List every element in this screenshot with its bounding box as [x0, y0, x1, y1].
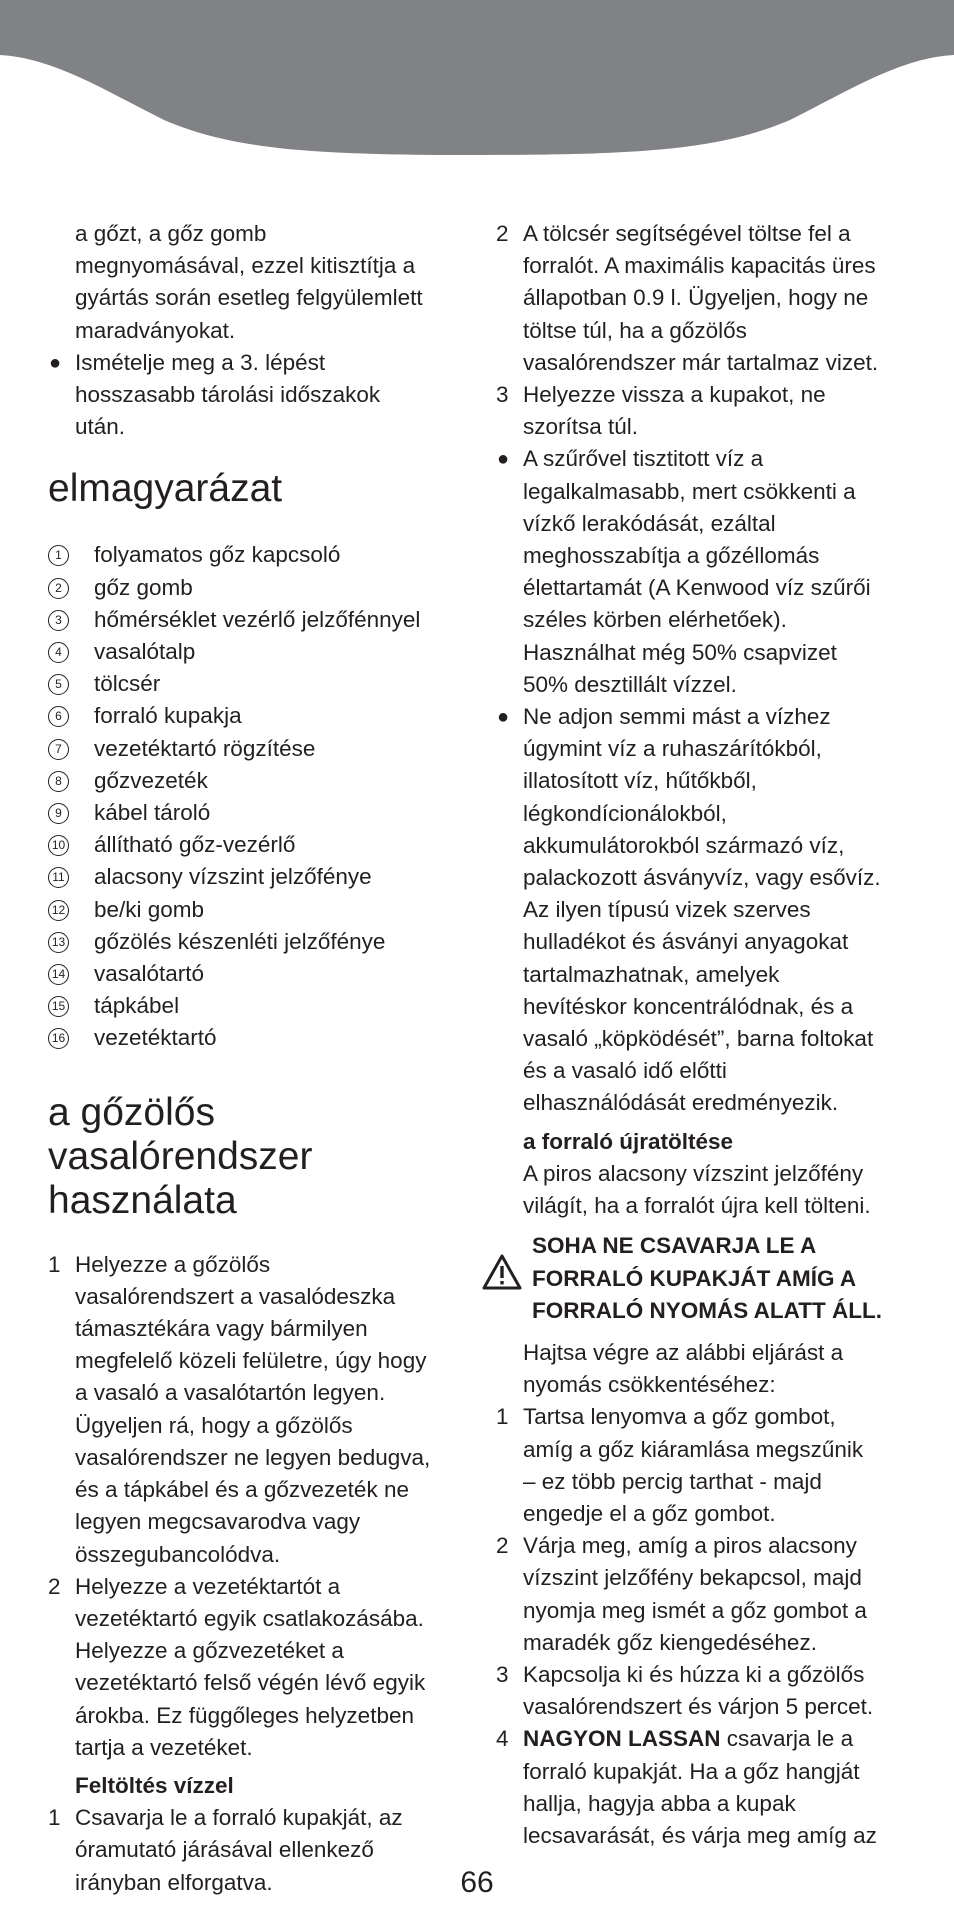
subheading-refill: a forraló újratöltése — [523, 1128, 734, 1154]
text-line: megfelelő közeli felületre, úgy hogy — [75, 1348, 427, 1374]
legend-number: 5 — [48, 674, 69, 695]
legend-text: kábel tároló — [94, 800, 211, 826]
legend-number: 8 — [48, 771, 69, 792]
heading-line: használata — [48, 1178, 237, 1222]
step-number: 3 — [496, 382, 509, 408]
text-line: meghosszabítja a gőzéllomás — [523, 543, 820, 569]
legend-text: forraló kupakja — [94, 703, 242, 729]
text-line: A szűrővel tisztitott víz a — [523, 446, 764, 472]
bullet-marker: ● — [497, 448, 510, 471]
legend-item — [48, 765, 466, 797]
legend-item — [48, 604, 466, 636]
text-line: Kapcsolja ki és húzza ki a gőzölős — [523, 1661, 865, 1687]
legend-number: 6 — [48, 706, 69, 727]
text-line: Használhat még 50% csapvizet — [523, 639, 837, 665]
legend-text: gőzvezeték — [94, 767, 208, 793]
legend-number: 16 — [48, 1028, 69, 1049]
text-line: tartalmazhatnak, amelyek — [523, 961, 780, 987]
legend-item — [48, 894, 466, 926]
text-line: vízszint jelzőfény bekapcsol, majd — [523, 1565, 862, 1591]
emphasis-text: NAGYON LASSAN — [523, 1726, 721, 1752]
text-line: vasaló „köpködését”, barna foltokat — [523, 1026, 874, 1052]
text-line: Helyezze a gőzvezetéket a — [75, 1638, 344, 1664]
text-line: után. — [75, 414, 126, 440]
step-item — [496, 1530, 916, 1659]
legend-number: 11 — [48, 867, 69, 888]
legend-item — [48, 861, 466, 893]
step-number: 2 — [48, 1573, 61, 1599]
bullet-item-repeat — [48, 347, 466, 444]
bullet-marker: ● — [49, 351, 62, 374]
legend-list — [48, 539, 466, 1054]
text-line: lecsavarását, és várja meg amíg az — [523, 1822, 877, 1848]
step-number: 1 — [496, 1404, 509, 1430]
step-item — [496, 1401, 916, 1530]
text-line — [523, 1723, 916, 1755]
text-line: legalkalmasabb, mert csökkenti a — [523, 478, 856, 504]
text-span: csavarja le a — [720, 1726, 854, 1752]
text-line: élettartamát (A Kenwood víz szűrői — [523, 575, 871, 601]
warning-block — [496, 1230, 916, 1327]
step-number: 2 — [496, 221, 509, 246]
text-line: A tölcsér segítségével töltse fel a — [523, 221, 851, 246]
text-line: szorítsa túl. — [523, 414, 639, 440]
heading-line: a gőzölős — [48, 1090, 215, 1134]
step-number: 1 — [48, 1251, 61, 1277]
text-line: hosszasabb tárolási időszakok — [75, 382, 381, 408]
text-line: világít, ha a forralót újra kell tölteni. — [523, 1193, 871, 1219]
text-line: óramutató járásával ellenkező — [75, 1837, 374, 1863]
warning-line: FORRALÓ NYOMÁS ALATT ÁLL. — [532, 1297, 882, 1323]
text-line: A piros alacsony vízszint jelzőfény — [523, 1160, 864, 1186]
refill-paragraph — [496, 1158, 916, 1222]
bullet-item-water — [496, 701, 916, 1120]
text-line: összegubancolódva. — [75, 1541, 281, 1567]
subheading-filling: Feltöltés vízzel — [75, 1772, 234, 1798]
text-line: Hajtsa végre az alábbi eljárást a — [523, 1339, 844, 1365]
legend-item — [48, 990, 466, 1022]
legend-number: 15 — [48, 996, 69, 1017]
text-line: hallja, hagyja abba a kupak — [523, 1790, 796, 1816]
legend-text: tápkábel — [94, 993, 180, 1019]
text-line: nyomja meg ismét a gőz gombot a — [523, 1597, 867, 1623]
text-line: forralót. A maximális kapacitás üres — [523, 253, 876, 279]
legend-number: 13 — [48, 932, 69, 953]
text-line: Helyezze vissza a kupakot, ne — [523, 382, 826, 408]
step-number: 4 — [496, 1726, 509, 1752]
text-line: legyen megcsavarodva vagy — [75, 1509, 361, 1535]
legend-text: vezetéktartó — [94, 1025, 217, 1051]
legend-item — [48, 1022, 466, 1054]
legend-number: 2 — [48, 578, 69, 599]
step-number: 2 — [496, 1533, 509, 1559]
left-column — [48, 218, 466, 1899]
legend-number: 9 — [48, 803, 69, 824]
text-line: Az ilyen típusú vizek szerves — [523, 897, 811, 923]
legend-item — [48, 958, 466, 990]
step-number: 1 — [48, 1805, 61, 1831]
continued-paragraph — [48, 218, 466, 347]
text-line: elhasználódását eredményezik. — [523, 1090, 839, 1116]
legend-text: vasalótalp — [94, 639, 196, 665]
pressure-intro — [496, 1337, 916, 1401]
legend-item — [48, 539, 466, 571]
legend-item — [48, 668, 466, 700]
text-line: vasalórendszert és várjon 5 percet. — [523, 1694, 874, 1720]
text-line: palackozott ásványvíz, vagy esővíz. — [523, 865, 881, 891]
page-number: 66 — [460, 1866, 494, 1899]
text-line: támasztékára vagy bármilyen — [75, 1316, 368, 1342]
legend-text: állítható gőz-vezérlő — [94, 832, 296, 858]
heading-usage — [48, 1091, 466, 1223]
legend-item — [48, 572, 466, 604]
header-wave-shape — [0, 0, 954, 155]
text-line: illatosított víz, hűtőkből, — [523, 768, 757, 794]
legend-item — [48, 926, 466, 958]
text-line: Csavarja le a forraló kupakját, az — [75, 1805, 403, 1831]
legend-item — [48, 636, 466, 668]
text-line: nyomás csökkentéséhez: — [523, 1372, 776, 1398]
text-line: irányban elforgatva. — [75, 1869, 273, 1895]
text-line: árokba. Ez függőleges helyzetben — [75, 1702, 414, 1728]
text-line: Helyezze a vezetéktartót a — [75, 1573, 341, 1599]
text-line: vasalórendszer már tartalmaz vizet. — [523, 349, 879, 375]
legend-text: hőmérséklet vezérlő jelzőfénnyel — [94, 606, 421, 632]
step-number: 3 — [496, 1661, 509, 1687]
heading-explanation: elmagyarázat — [48, 467, 283, 511]
legend-number: 12 — [48, 900, 69, 921]
text-line: – ez több percig tarthat - majd — [523, 1468, 822, 1494]
step-item — [496, 379, 916, 443]
text-line: Ügyeljen rá, hogy a gőzölős — [75, 1412, 353, 1438]
text-line: maradék gőz kiengedéséhez. — [523, 1629, 817, 1655]
warning-triangle-icon — [482, 1254, 522, 1290]
legend-text: vasalótartó — [94, 961, 205, 987]
text-line: Ismételje meg a 3. lépést — [75, 349, 326, 375]
step-item — [48, 1571, 466, 1764]
legend-number: 14 — [48, 964, 69, 985]
text-line: tartja a vezetéket. — [75, 1734, 253, 1760]
legend-item — [48, 797, 466, 829]
text-line: töltse túl, ha a gőzölős — [523, 317, 747, 343]
text-line: forraló kupakját. Ha a gőz hangját — [523, 1758, 860, 1784]
legend-text: be/ki gomb — [94, 896, 205, 922]
legend-text: vezetéktartó rögzítése — [94, 735, 316, 761]
text-line: maradványokat. — [75, 317, 236, 343]
text-line: a gőzt, a gőz gomb — [75, 221, 267, 246]
text-line: engedje el a gőz gombot. — [523, 1500, 776, 1526]
bullet-marker: ● — [497, 706, 510, 729]
right-column — [496, 218, 916, 1852]
legend-text: gőz gomb — [94, 574, 193, 600]
legend-item — [48, 733, 466, 765]
header-wave — [0, 0, 954, 160]
legend-number: 3 — [48, 610, 69, 631]
legend-number: 7 — [48, 739, 69, 760]
legend-item — [48, 829, 466, 861]
text-line: vezetéktartó egyik csatlakozásába. — [75, 1605, 424, 1631]
legend-item — [48, 700, 466, 732]
text-line: gyártás során esetleg felgyülemlett — [75, 285, 423, 311]
legend-text: alacsony vízszint jelzőfénye — [94, 864, 372, 890]
text-line: vasalórendszert a vasalódeszka — [75, 1283, 396, 1309]
text-line: hulladékot és ásványi anyagokat — [523, 929, 849, 955]
text-line: megnyomásával, ezzel kitisztítja a — [75, 253, 416, 279]
text-line: vezetéktartó felső végén lévő egyik — [75, 1670, 426, 1696]
step-item — [496, 218, 916, 379]
heading-line: vasalórendszer — [48, 1134, 313, 1178]
warning-line: FORRALÓ KUPAKJÁT AMÍG A — [532, 1265, 857, 1291]
legend-number: 4 — [48, 642, 69, 663]
text-line: a vasaló a vasalótartón legyen. — [75, 1380, 386, 1406]
text-line: Tartsa lenyomva a gőz gombot, — [523, 1404, 836, 1430]
warning-line: SOHA NE CSAVARJA LE A — [532, 1233, 817, 1259]
text-line: amíg a gőz kiáramlása megszűnik — [523, 1436, 864, 1462]
legend-number: 1 — [48, 545, 69, 566]
bullet-item-filter — [496, 443, 916, 701]
text-line: akkumulátorokból származó víz, — [523, 832, 845, 858]
text-line: hevítéskor koncentrálódnak, és a — [523, 993, 854, 1019]
step-item — [48, 1249, 466, 1571]
legend-text: folyamatos gőz kapcsoló — [94, 542, 341, 568]
step-item — [496, 1723, 916, 1852]
text-line: és a tápkábel és a gőzvezeték ne — [75, 1477, 409, 1503]
text-line: állapotban 0.9 l. Ügyeljen, hogy ne — [523, 285, 869, 311]
text-line: Helyezze a gőzölős — [75, 1251, 271, 1277]
text-line: légkondícionálokból, — [523, 800, 727, 826]
text-line: Ne adjon semmi mást a vízhez — [523, 704, 831, 730]
text-line: Várja meg, amíg a piros alacsony — [523, 1533, 857, 1559]
text-line: és a vasaló idő előtti — [523, 1058, 727, 1084]
text-line: vasalórendszer ne legyen bedugva, — [75, 1444, 431, 1470]
text-line: 50% desztillált vízzel. — [523, 671, 737, 697]
legend-number: 10 — [48, 835, 69, 856]
text-line: vízkő lerakódását, ezáltal — [523, 510, 776, 536]
legend-text: gőzölés készenléti jelzőfénye — [94, 928, 386, 954]
step-item — [496, 1659, 916, 1723]
text-line: széles körben elérhetőek). — [523, 607, 787, 633]
text-line: úgymint víz a ruhaszárítókból, — [523, 736, 822, 762]
legend-text: tölcsér — [94, 671, 161, 697]
